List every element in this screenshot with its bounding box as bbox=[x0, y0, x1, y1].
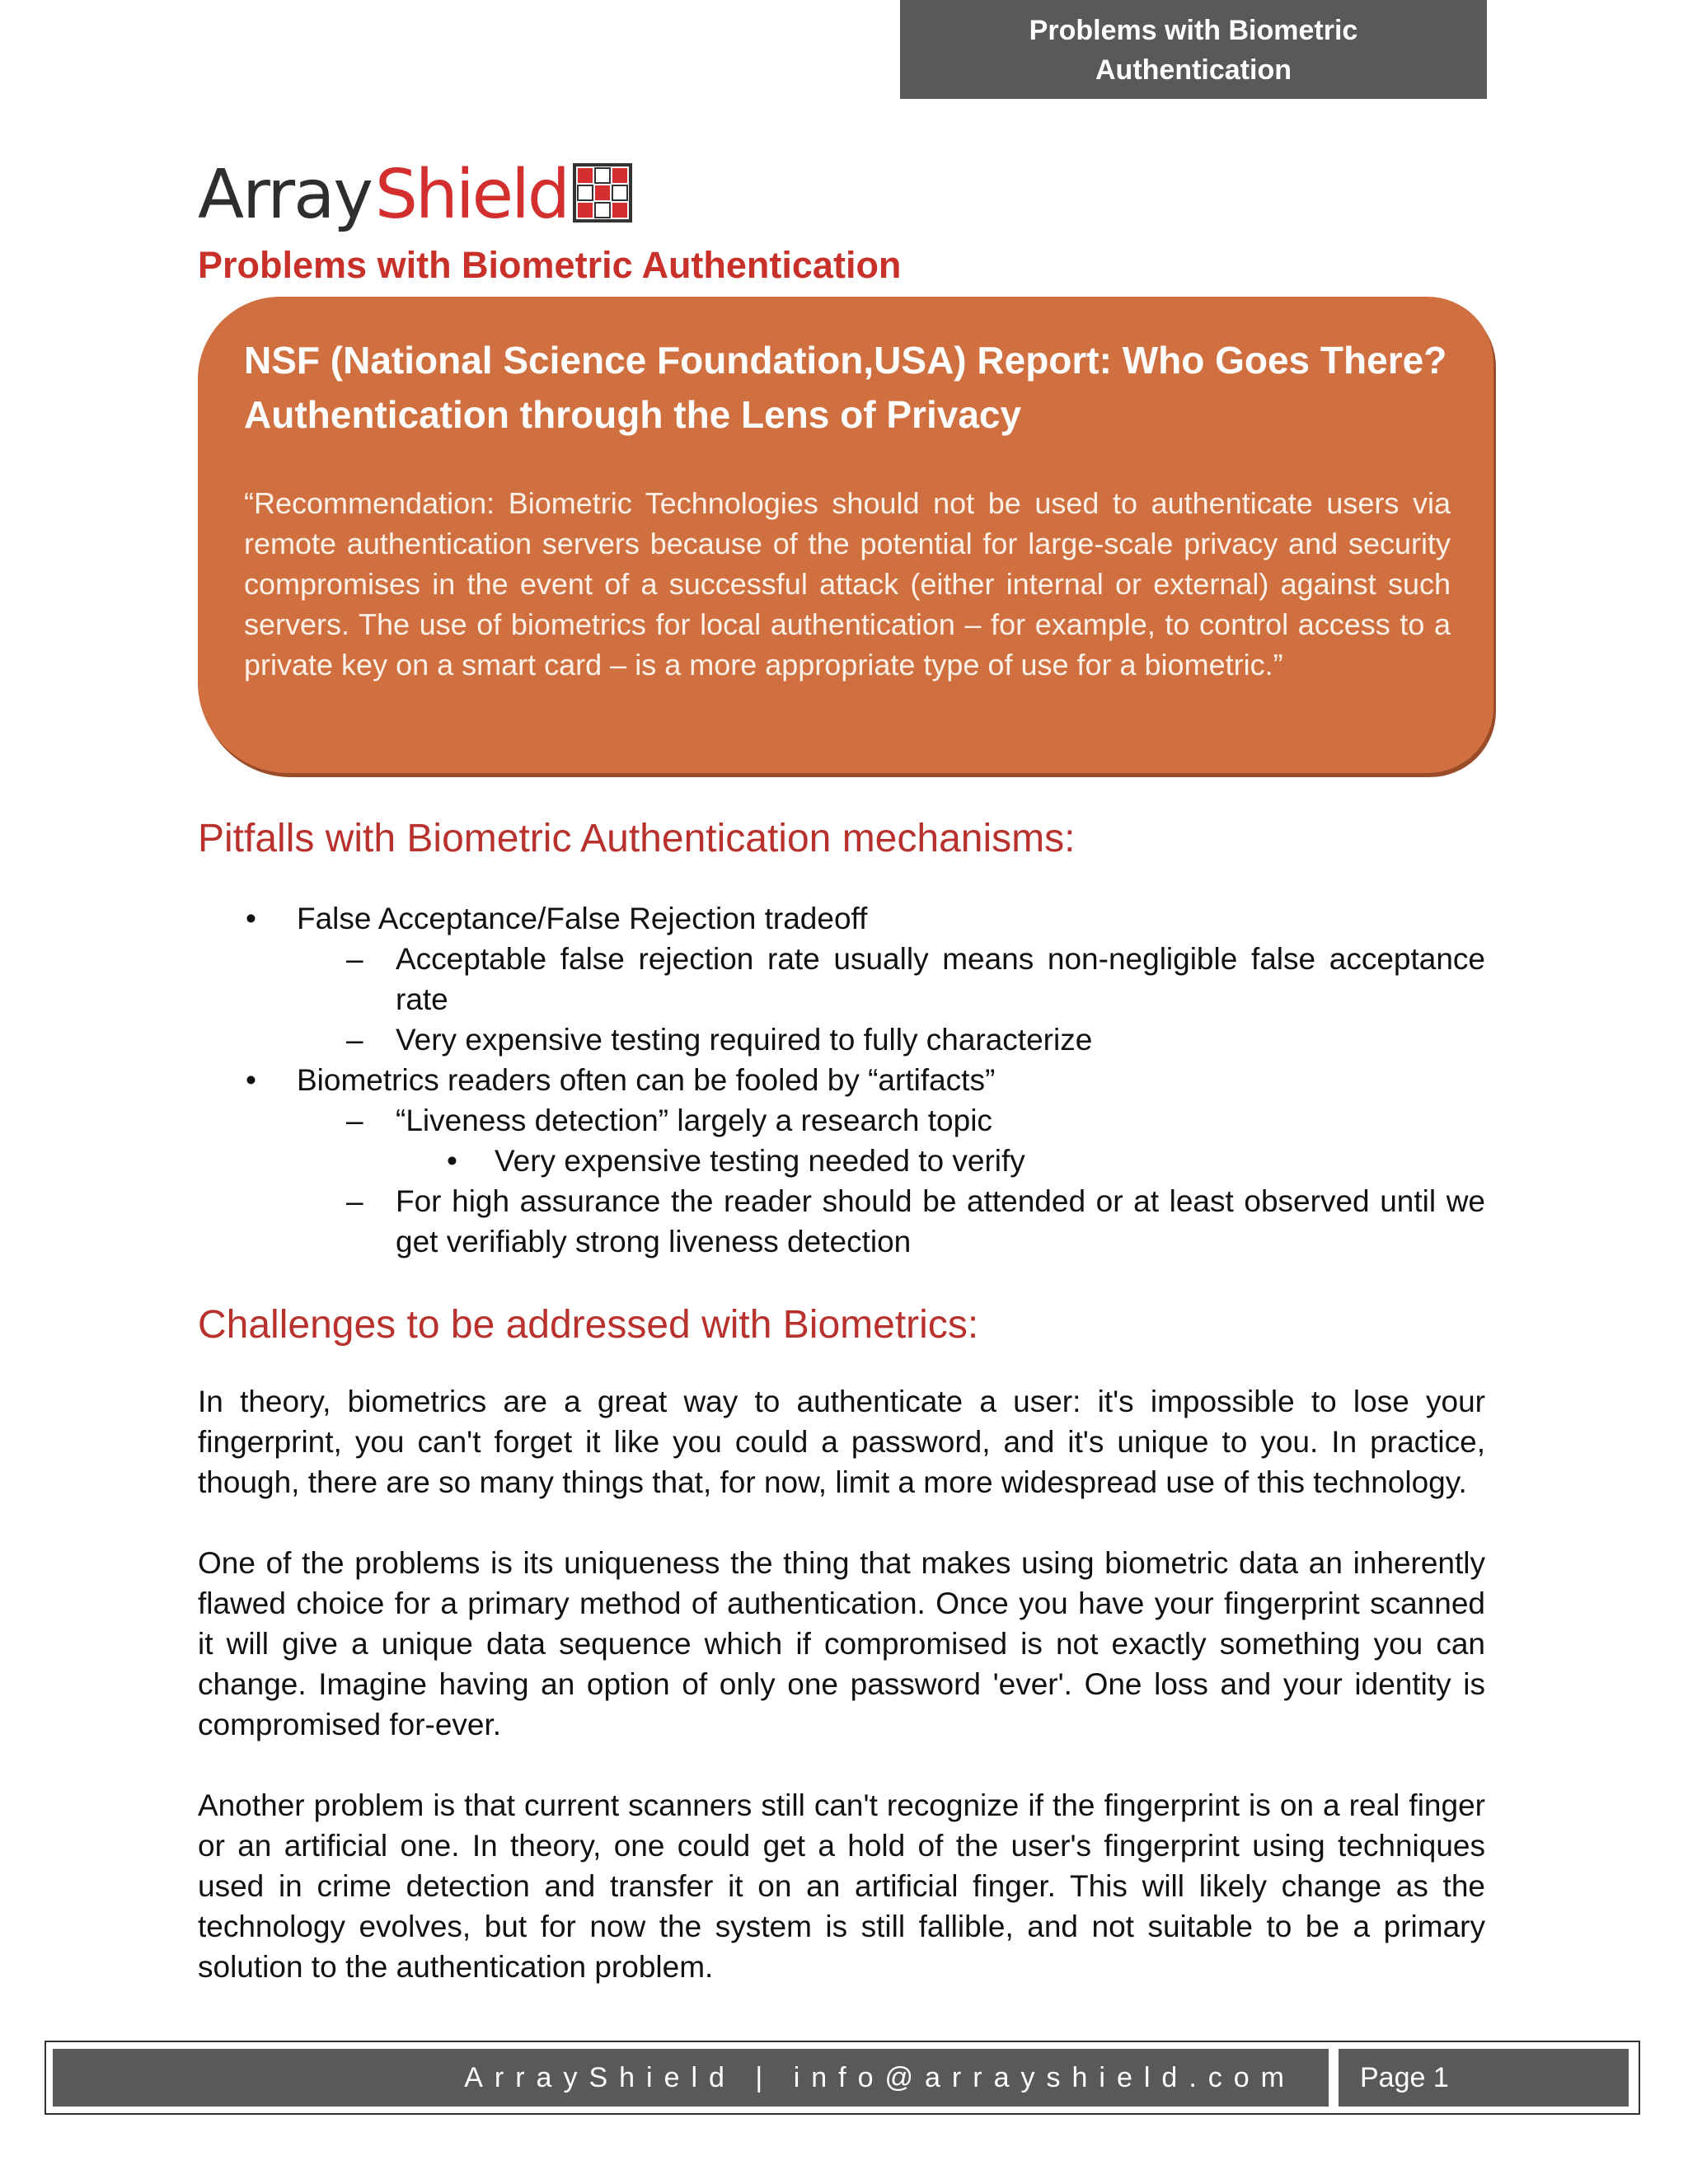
list-item-text: False Acceptance/False Rejection tradeoff bbox=[297, 902, 868, 935]
list-item-text: Biometrics readers often can be fooled by “artifacts” bbox=[297, 1063, 996, 1097]
dash-marker: – bbox=[346, 1184, 363, 1218]
list-subsubitem bbox=[198, 1141, 1485, 1181]
dash-marker: – bbox=[346, 942, 363, 976]
pitfalls-list bbox=[198, 898, 1485, 1262]
list-subitem-text: For high assurance the reader should be attended or at least observed until we get verifiably strong liveness detection bbox=[396, 1184, 1485, 1258]
logo-text-shield: Shield bbox=[374, 156, 568, 234]
list-item bbox=[198, 898, 1485, 939]
pitfalls-heading: Pitfalls with Biometric Authentication mechanisms: bbox=[198, 817, 1076, 860]
page-number: Page 1 bbox=[1339, 2049, 1629, 2107]
challenges-heading: Challenges to be addressed with Biometrics: bbox=[198, 1303, 979, 1347]
header-tab-line2: Authentication bbox=[1095, 54, 1292, 86]
header-tab-line1: Problems with Biometric bbox=[1029, 15, 1358, 46]
list-subitem-text: “Liveness detection” largely a research topic bbox=[396, 1104, 992, 1137]
list-subitem-text: Acceptable false rejection rate usually means non-negligible false acceptance rate bbox=[396, 942, 1485, 1016]
list-item bbox=[198, 1060, 1485, 1100]
challenges-body bbox=[198, 1381, 1485, 2027]
list-subitem bbox=[198, 1100, 1485, 1141]
paragraph: One of the problems is its uniqueness the thing that makes using biometric data an inherently flawed choice for a primary method of authentication. Once you have your fingerprint scanned it will give a unique data sequence which if compromised is not exactly something you can change. Imagine having an option of only one password 'ever'. One loss and your identity is compromised for-ever. bbox=[198, 1546, 1485, 1741]
callout-heading-line1: NSF (National Science Foundation,USA) Report: Who Goes There? bbox=[244, 339, 1447, 382]
logo-text-array: Array bbox=[198, 156, 372, 234]
dash-marker: – bbox=[346, 1104, 363, 1137]
dash-marker: – bbox=[346, 1023, 363, 1057]
paragraph: In theory, biometrics are a great way to authenticate a user: it's impossible to lose your fingerprint, you can't forget it like you could a password, and it's unique to you. In practice, though, there are so many things that, for now, limit a more widespread use of this technology. bbox=[198, 1385, 1485, 1499]
footer-bar bbox=[53, 2049, 1329, 2107]
nsf-callout-box bbox=[198, 297, 1493, 773]
list-subitem bbox=[198, 939, 1485, 1019]
logo-grid-icon bbox=[573, 163, 632, 223]
callout-quote: “Recommendation: Biometric Technologies should not be used to authenticate users via remote authentication servers because of the potential for large-scale privacy and security compromises in the event of a successful attack (either internal or external) against such servers. The use of biometrics for local authentication – for example, to control access to a private key on a smart card – is a more appropriate type of use for a biometric.” bbox=[244, 486, 1451, 682]
bullet-marker: • bbox=[447, 1144, 457, 1178]
header-tab bbox=[900, 0, 1487, 99]
bullet-marker: • bbox=[246, 902, 256, 935]
callout-heading bbox=[244, 333, 1451, 442]
list-subitem bbox=[198, 1181, 1485, 1262]
list-subsubitem-text: Very expensive testing needed to verify bbox=[495, 1144, 1025, 1178]
arrayshield-logo bbox=[198, 147, 632, 234]
callout-heading-line2: Authentication through the Lens of Privacy bbox=[244, 393, 1022, 436]
bullet-marker: • bbox=[246, 1063, 256, 1097]
list-subitem-text: Very expensive testing required to fully characterize bbox=[396, 1023, 1093, 1057]
paragraph: Another problem is that current scanners still can't recognize if the fingerprint is on a real finger or an artificial one. In theory, one could get a hold of the user's fingerprint using techniques used in crime detection and transfer it on an artificial finger. This will likely change as the technology evolves, but for now the system is still fallible, and not suitable to be a primary solution to the authentication problem. bbox=[198, 1788, 1485, 1984]
page-footer bbox=[45, 2041, 1640, 2115]
page-title: Problems with Biometric Authentication bbox=[198, 244, 902, 286]
list-subitem bbox=[198, 1019, 1485, 1060]
footer-contact-text: ArrayShield | info@arrayshield.com bbox=[464, 2062, 1296, 2093]
